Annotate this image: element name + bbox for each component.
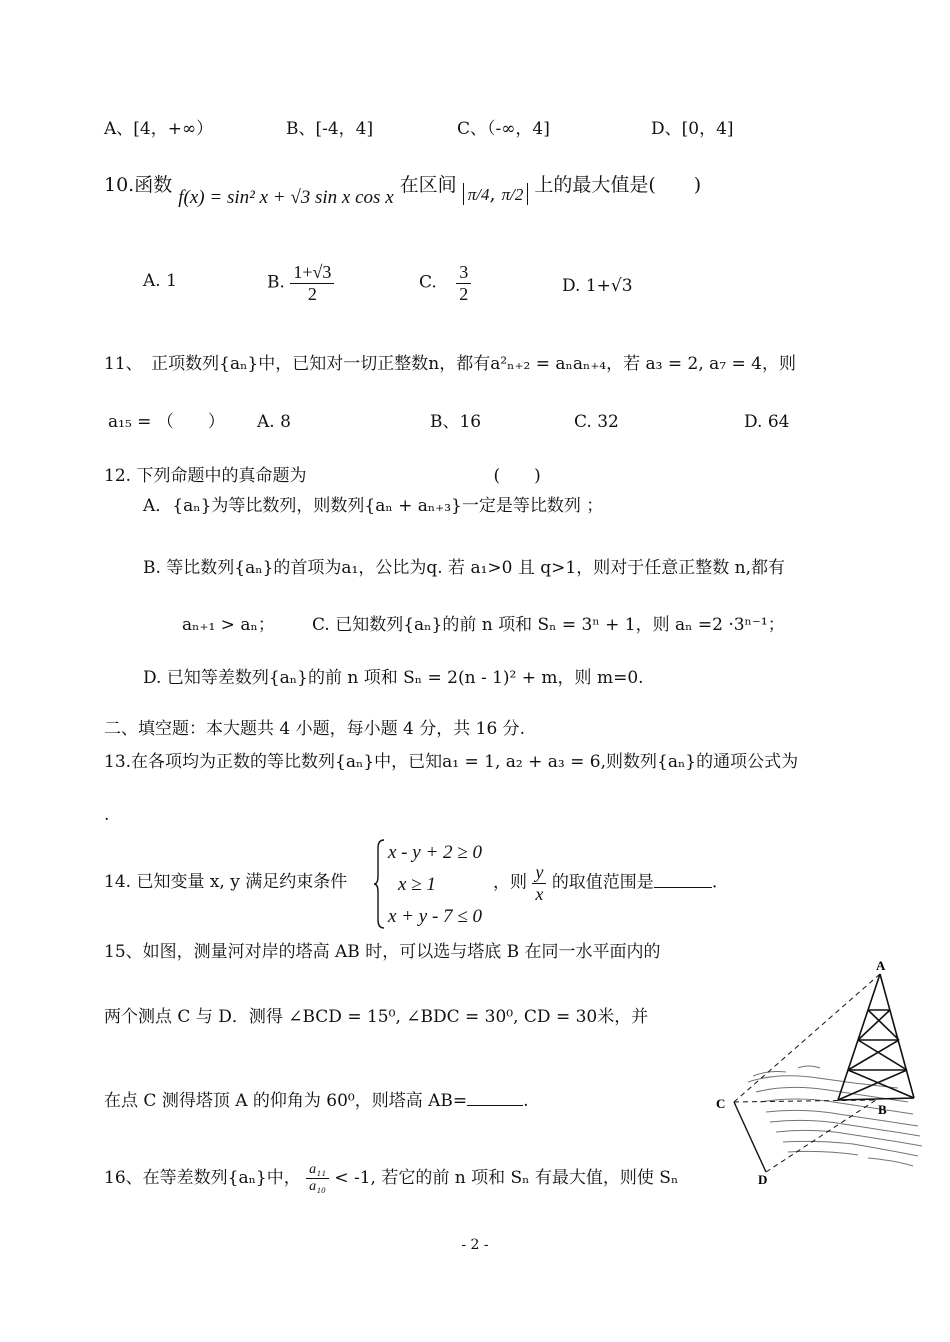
q10-option-b [267,262,334,304]
label-c: C [716,1096,726,1111]
q9-option-b: B、[-4，4] [286,119,374,139]
q14-fraction-numerator: y [532,862,546,884]
q14-prefix: 14. 已知变量 x, y 满足约束条件 [104,872,348,892]
q10-option-c-denominator: 2 [459,283,469,304]
q15-line3-end: . [523,1091,529,1111]
sight-lines [734,974,880,1172]
tower [838,974,914,1100]
q10-interval-a: π/4 [467,184,490,204]
q12-option-b-line2: aₙ₊₁ > aₙ； [182,615,275,635]
q11-ask: a₁₅ = （ ） [108,412,225,432]
q13-stem: 13.在各项均为正数的等比数列{aₙ}中，已知a₁ = 1, a₂ + a₃ = 6,则数列{aₙ}的通项公式为 [104,752,799,772]
q10-option-c-numerator: 3 [456,262,471,284]
q10-option-b-denominator: 2 [307,283,317,304]
q10-option-d: D. 1+√3 [562,276,633,296]
label-d: D [758,1172,768,1187]
q14-brace [373,838,385,930]
q14-answer-blank [654,873,712,888]
q14-suffix: 的取值范围是 [551,872,654,893]
q9-option-a: A、[4，+∞） [104,119,214,139]
q15-line1: 15、如图，测量河对岸的塔高 AB 时，可以选与塔底 B 在同一水平面内的 [104,942,661,962]
q10-stem [104,174,702,208]
q16-fraction-numerator: a₁₁ [306,1162,329,1179]
q11-option-b: B、16 [430,412,482,432]
q16-fraction-denominator: a₁₀ [309,1179,326,1195]
tower-figure-svg [708,960,943,1192]
q10-interval-b: π/2 [501,184,524,204]
q14-fraction [532,862,546,904]
q14-constraint-2: x ≥ 1 [398,874,436,895]
q9-option-c: C、（-∞，4] [457,119,550,139]
q14-constraint-1: x - y + 2 ≥ 0 [388,842,482,863]
q10-option-b-numerator: 1+√3 [290,262,334,284]
q10-mid: 在区间 [399,174,457,196]
q11-stem: 11、 正项数列{aₙ}中，已知对一切正整数n，都有a²ₙ₊₂ = aₙaₙ₊₄，若 a₃ = 2, a₇ = 4，则 [104,354,796,374]
q10-prefix: 10.函数 [104,174,173,196]
q10-option-c-label: C. [419,272,437,293]
q14-end: . [711,872,718,893]
q10-interval: π/4, π/2 [463,183,529,206]
label-a: A [876,960,886,973]
q11-option-d: D. 64 [744,412,790,432]
q10-function: f(x) = sin² x + √3 sin x cos x [178,187,394,208]
baseline-cd [734,1102,766,1172]
page-number: - 2 - [461,1237,489,1253]
q16-fraction [306,1162,329,1195]
q12-option-a: A．{aₙ}为等比数列，则数列{aₙ + aₙ₊₃}一定是等比数列 ； [143,496,604,516]
river-hatching [748,1066,922,1166]
q9-option-d: D、[0，4] [651,119,734,139]
q10-option-c-fraction [456,262,471,304]
q16-stem [104,1162,678,1195]
tower-figure [708,960,943,1192]
q12-option-c: C. 已知数列{aₙ}的前 n 项和 Sₙ = 3ⁿ + 1，则 aₙ =2 ·3ⁿ⁻¹； [312,615,785,635]
q10-option-c [419,262,471,304]
q15-line3-text: 在点 C 测得塔顶 A 的仰角为 60⁰，则塔高 AB= [104,1091,468,1111]
section-heading: 二、填空题：本大题共 4 小题，每小题 4 分，共 16 分. [104,719,526,739]
q11-option-c: C. 32 [574,412,619,432]
q13-period: . [104,805,110,825]
q14-mid: ，则 [493,872,527,893]
q14-fraction-denominator: x [535,883,544,904]
label-b: B [878,1102,887,1117]
q14-tail [493,862,717,904]
q16-prefix: 16、在等差数列{aₙ}中， [104,1168,301,1189]
q12-option-d: D. 已知等差数列{aₙ}的前 n 项和 Sₙ = 2(n - 1)² + m，则 m=0. [143,668,644,688]
q12-option-b-line1: B. 等比数列{aₙ}的首项为a₁，公比为q. 若 a₁>0 且 q>1，则对于任意正整数 n,都有 [143,558,785,578]
q15-line2: 两个测点 C 与 D．测得 ∠BCD = 15⁰, ∠BDC = 30⁰, CD = 30米，并 [104,1007,649,1027]
q15-line3 [104,1091,529,1111]
q14-constraint-3: x + y - 7 ≤ 0 [388,906,482,927]
q15-answer-blank [467,1091,523,1106]
q11-option-a: A. 8 [257,412,291,432]
q10-option-a: A. 1 [143,271,177,291]
q16-suffix: < -1, 若它的前 n 项和 Sₙ 有最大值，则使 Sₙ [334,1168,679,1189]
q10-option-b-fraction [290,262,334,304]
q12-stem: 12. 下列命题中的真命题为 ( ) [104,466,541,486]
q10-suffix: 上的最大值是( ) [534,174,702,196]
q10-option-b-label: B. [267,272,285,293]
